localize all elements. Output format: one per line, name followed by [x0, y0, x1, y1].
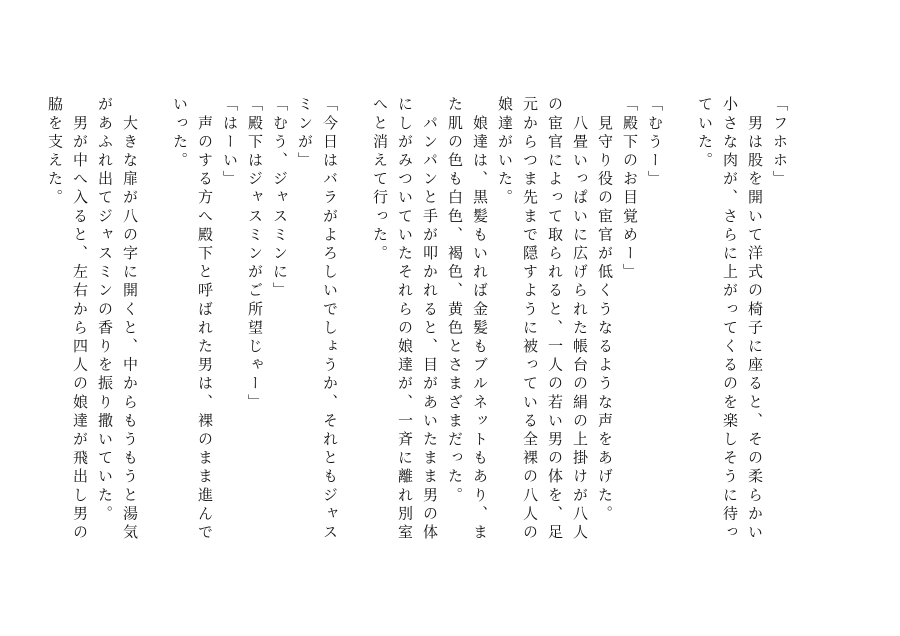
text-line: にしがみついていたそれらの娘達が、一斉に離れ別室	[396, 96, 414, 543]
text-line: 男は股を開いて洋式の椅子に座ると、その柔らかい	[746, 96, 764, 543]
text-line: 声のする方へ殿下と呼ばれた男は、裸のまま進んで	[196, 96, 214, 543]
text-line: 「はーい」	[221, 96, 239, 189]
text-line: 「殿下のお目覚めー」	[621, 96, 639, 282]
vertical-text-body	[42, 96, 792, 556]
text-line: 「フホホ」	[771, 96, 789, 189]
text-line: の宦官によって取られると、一人の若い男の体を、足	[546, 96, 564, 543]
text-line: 見守り役の宦官が低くうなるような声をあげた。	[596, 96, 614, 524]
paragraph-gap	[667, 96, 692, 556]
text-line: へと消えて行った。	[371, 96, 389, 264]
text-line: 小さな肉が、さらに上がってくるのを楽しそうに待っ	[721, 96, 739, 543]
paragraph-gap	[142, 96, 167, 556]
text-line: 「今日はバラがよろしいでしょうか、それともジャス	[321, 96, 339, 543]
text-line: た肌の色も白色、褐色、黄色とさまざまだった。	[446, 96, 464, 506]
text-line: 元からつま先まで隠すように被っている全裸の八人の	[521, 96, 539, 543]
text-line: 大きな扉が八の字に開くと、中からもうもうと湯気	[121, 96, 139, 543]
text-line: パンパンと手が叩かれると、目があいたまま男の体	[421, 96, 439, 543]
text-line: 娘達がいた。	[496, 96, 514, 208]
text-line: 娘達は、黒髪もいれば金髪もブルネットもあり、ま	[471, 96, 489, 543]
text-line: ていた。	[696, 96, 714, 171]
text-line: 「むうー」	[646, 96, 664, 189]
text-line: 「むう、ジャスミンに」	[271, 96, 289, 301]
paragraph-gap	[342, 96, 367, 556]
text-line: 脇を支えた。	[46, 96, 64, 208]
text-line: 男が中へ入ると、左右から四人の娘達が飛出し男の	[71, 96, 89, 543]
text-line: 八畳いっぱいに広げられた帳台の絹の上掛けが八人	[571, 96, 589, 543]
text-line: ミンが」	[296, 96, 314, 171]
text-line: いった。	[171, 96, 189, 171]
text-line: があふれ出てジャスミンの香りを振り撒いていた。	[96, 96, 114, 524]
text-line: 「殿下はジャスミンがご所望じゃー」	[246, 96, 264, 413]
